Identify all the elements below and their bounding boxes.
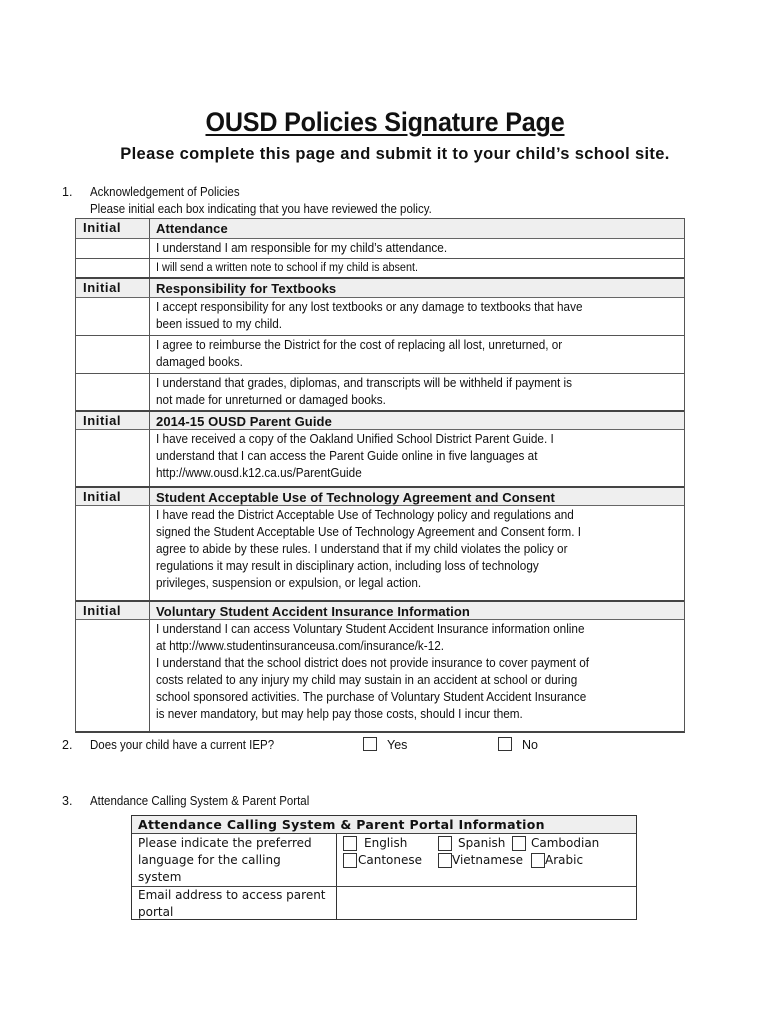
cantonese-label: Cantonese bbox=[358, 853, 423, 867]
cambodian-checkbox[interactable] bbox=[512, 836, 526, 851]
page-title: OUSD Policies Signature Page bbox=[205, 107, 565, 137]
policy-header-insurance bbox=[76, 600, 684, 619]
section-1-heading: Acknowledgement of Policies bbox=[90, 185, 240, 199]
section-2-number: 2. bbox=[62, 738, 73, 752]
language-label: Please indicate the preferred language for the calling system bbox=[138, 836, 312, 884]
arabic-checkbox[interactable] bbox=[531, 853, 545, 868]
initial-box[interactable]: Initial bbox=[76, 412, 150, 429]
policy-title: Attendance bbox=[156, 221, 228, 236]
initial-field[interactable] bbox=[76, 259, 150, 277]
initial-field[interactable] bbox=[76, 620, 150, 731]
policy-statement: I agree to reimburse the District for the cost of replacing all lost, unreturned, or damaged books. bbox=[156, 338, 563, 369]
policy-title: 2014-15 OUSD Parent Guide bbox=[156, 414, 332, 429]
attendance-portal-table bbox=[131, 815, 637, 920]
initial-box[interactable]: Initial bbox=[76, 602, 150, 619]
vietnamese-checkbox[interactable] bbox=[438, 853, 452, 868]
section-3-number: 3. bbox=[62, 794, 73, 808]
english-checkbox[interactable] bbox=[343, 836, 357, 851]
policy-statement: I have received a copy of the Oakland Unified School District Parent Guide. I understand that I can access the Parent Guide online in five languages at http://www.ousd.k12.ca.us/ParentGuide bbox=[150, 430, 684, 486]
policy-statement: I understand that grades, diplomas, and transcripts will be withheld if payment is not made for unreturned or damaged books. bbox=[156, 376, 573, 407]
initial-box[interactable]: Initial bbox=[76, 279, 150, 297]
english-label: English bbox=[364, 836, 408, 850]
policy-row bbox=[76, 335, 684, 373]
cantonese-checkbox[interactable] bbox=[343, 853, 357, 868]
iep-no-checkbox[interactable] bbox=[498, 737, 512, 751]
attendance-table-header: Attendance Calling System & Parent Portal Information bbox=[132, 816, 636, 834]
policy-header-textbooks bbox=[76, 277, 684, 297]
arabic-label: Arabic bbox=[545, 853, 584, 867]
policy-header-parent-guide bbox=[76, 410, 684, 429]
policy-row bbox=[76, 619, 684, 731]
email-label: Email address to access parent portal bbox=[138, 888, 326, 919]
iep-question: Does your child have a current IEP? bbox=[90, 738, 275, 752]
policy-title: Responsibility for Textbooks bbox=[156, 281, 337, 296]
policy-row bbox=[76, 429, 684, 486]
policy-row bbox=[76, 505, 684, 600]
policy-row bbox=[76, 297, 684, 335]
initial-field[interactable] bbox=[76, 374, 150, 410]
insurance-link[interactable]: at http://www.studentinsuranceusa.com/insurance/k-12. bbox=[156, 639, 445, 653]
initial-field[interactable] bbox=[76, 430, 150, 486]
policy-row bbox=[76, 258, 684, 277]
policy-title: Voluntary Student Accident Insurance Information bbox=[156, 604, 470, 619]
policy-statement: I will send a written note to school if my child is absent. bbox=[156, 262, 418, 274]
policy-statement: I understand I can access Voluntary Student Accident Insurance information online at http://www.studentinsuranceusa.com/insurance/k-12. I understand that the school district does not provide insurance to cover payment of costs related to any injury my child may sustain in an accident at school or during school sponsored activities. The purchase of Voluntary Student Accident Insurance is never mandatory, but may help pay those costs, should I incur them. bbox=[150, 620, 684, 731]
initial-field[interactable] bbox=[76, 336, 150, 373]
spanish-checkbox[interactable] bbox=[438, 836, 452, 851]
policy-statement: I accept responsibility for any lost textbooks or any damage to textbooks that have been issued to my child. bbox=[156, 300, 583, 331]
iep-yes-label: Yes bbox=[387, 738, 408, 752]
policy-statement: I understand I am responsible for my child’s attendance. bbox=[156, 241, 448, 255]
initial-field[interactable] bbox=[76, 506, 150, 600]
cambodian-label: Cambodian bbox=[531, 836, 600, 850]
initial-field[interactable] bbox=[76, 298, 150, 335]
policy-header-attendance bbox=[76, 219, 684, 238]
section-3-heading: Attendance Calling System & Parent Portal bbox=[90, 794, 310, 808]
section-1-number: 1. bbox=[62, 185, 73, 199]
parent-guide-link[interactable]: http://www.ousd.k12.ca.us/ParentGuide bbox=[156, 466, 362, 480]
policy-row bbox=[76, 373, 684, 410]
initial-field[interactable] bbox=[76, 239, 150, 258]
vietnamese-label: Vietnamese bbox=[452, 853, 524, 867]
policy-statement: I have read the District Acceptable Use of Technology policy and regulations and signed the Student Acceptable Use of Technology Agreement and Consent form. I agree to abide by these rules. I understand that if my child violates the policy or regulations it may result in disciplinary action, including loss of technology privileges, suspension or expulsion, or legal action. bbox=[156, 508, 582, 590]
policy-title: Student Acceptable Use of Technology Agreement and Consent bbox=[156, 490, 555, 505]
initial-box[interactable]: Initial bbox=[76, 488, 150, 505]
iep-yes-checkbox[interactable] bbox=[363, 737, 377, 751]
section-1-instruction: Please initial each box indicating that you have reviewed the policy. bbox=[90, 202, 432, 216]
spanish-label: Spanish bbox=[458, 836, 506, 850]
email-input[interactable] bbox=[337, 887, 637, 920]
iep-no-label: No bbox=[522, 738, 538, 752]
policy-header-technology bbox=[76, 486, 684, 505]
policies-table bbox=[75, 218, 685, 733]
policy-row bbox=[76, 238, 684, 258]
initial-box[interactable]: Initial bbox=[76, 219, 150, 238]
page-subtitle: Please complete this page and submit it to your child’s school site. bbox=[120, 145, 670, 163]
